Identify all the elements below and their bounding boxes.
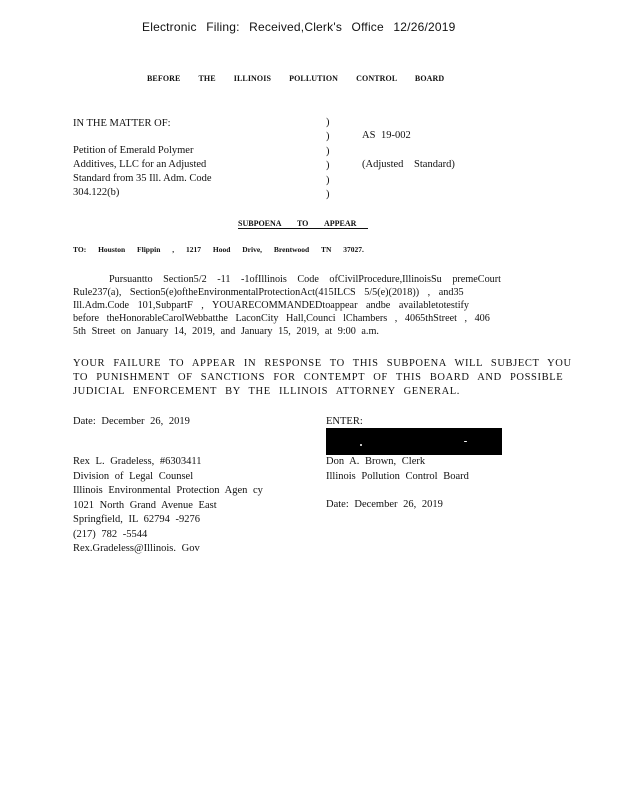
addressee-line: TO: Houston Flippin , 1217 Hood Drive, Brentwood TN 37027. bbox=[73, 245, 364, 254]
case-number: AS 19-002 bbox=[362, 130, 411, 141]
body-line: Rule237(a), Section5(e)oftheEnvironmentalProtectionAct(415ILCS 5/5(e)(2018)) , and35 bbox=[73, 287, 464, 298]
signer-line: 1021 North Grand Avenue East bbox=[73, 499, 217, 511]
clerk-block bbox=[326, 455, 469, 484]
paren: ) bbox=[326, 160, 330, 172]
enter-label: ENTER: bbox=[326, 416, 363, 427]
signer-email: Rex.Gradeless@Illinois. Gov bbox=[73, 543, 200, 554]
clerk-date: Date: December 26, 2019 bbox=[326, 499, 443, 510]
paren: ) bbox=[326, 145, 330, 157]
clerk-line: Illinois Pollution Control Board bbox=[326, 470, 469, 482]
signer-line: Rex L. Gradeless, #6303411 bbox=[73, 456, 202, 467]
paren: ) bbox=[326, 131, 330, 143]
paren: ) bbox=[326, 189, 330, 201]
paren: ) bbox=[326, 117, 330, 128]
filing-stamp: Electronic Filing: Received,Clerk's Office 12/26/2019 bbox=[142, 20, 456, 34]
warning-line: YOUR FAILURE TO APPEAR IN RESPONSE TO THIS SUBPOENA WILL SUBJECT YOU bbox=[73, 358, 572, 369]
signer-line: Division of Legal Counsel bbox=[73, 470, 194, 482]
in-the-matter-label: IN THE MATTER OF: bbox=[73, 118, 171, 129]
attorney-signature-block bbox=[73, 455, 263, 557]
petition-caption bbox=[73, 144, 243, 200]
warning-line: TO PUNISHMENT OF SANCTIONS FOR CONTEMPT OF THIS BOARD AND POSSIBLE bbox=[73, 372, 564, 383]
body-line: Pursuantto Section5/2 -11 -1ofIllinois Code ofCivilProcedure,IllinoisSu premeCourt bbox=[109, 274, 501, 285]
paren: ) bbox=[326, 174, 330, 186]
case-type: (Adjusted Standard) bbox=[362, 159, 455, 170]
petition-line: Standard from 35 Ill. Adm. Code bbox=[73, 173, 212, 184]
signer-line: (217) 782 -5544 bbox=[73, 528, 148, 540]
issue-date: Date: December 26, 2019 bbox=[73, 416, 190, 427]
subpoena-title: SUBPOENA TO APPEAR bbox=[238, 219, 368, 229]
caption-parens bbox=[326, 116, 336, 202]
signer-line: Springfield, IL 62794 -9276 bbox=[73, 514, 201, 525]
petition-line: Additives, LLC for an Adjusted bbox=[73, 159, 207, 170]
warning-block bbox=[73, 357, 572, 399]
petition-line: 304.122(b) bbox=[73, 187, 120, 198]
warning-line: JUDICIAL ENFORCEMENT BY THE ILLINOIS ATTORNEY GENERAL. bbox=[73, 386, 461, 397]
redacted-signature bbox=[326, 428, 502, 455]
body-line: Ill.Adm.Code 101,SubpartF , YOUARECOMMANDEDtoappear andbe availabletotestify bbox=[73, 300, 470, 311]
body-line: 5th Street on January 14, 2019, and January 15, 2019, at 9:00 a.m. bbox=[73, 326, 379, 337]
signer-line: Illinois Environmental Protection Agen cy bbox=[73, 485, 263, 496]
board-title: BEFORE THE ILLINOIS POLLUTION CONTROL BOARD bbox=[147, 74, 445, 83]
subpoena-body bbox=[73, 273, 543, 338]
body-line: before theHonorableCarolWebbatthe LaconCity Hall,Counci lChambers , 4065thStreet , 406 bbox=[73, 313, 490, 324]
petition-line: Petition of Emerald Polymer bbox=[73, 145, 194, 156]
clerk-line: Don A. Brown, Clerk bbox=[326, 456, 426, 467]
